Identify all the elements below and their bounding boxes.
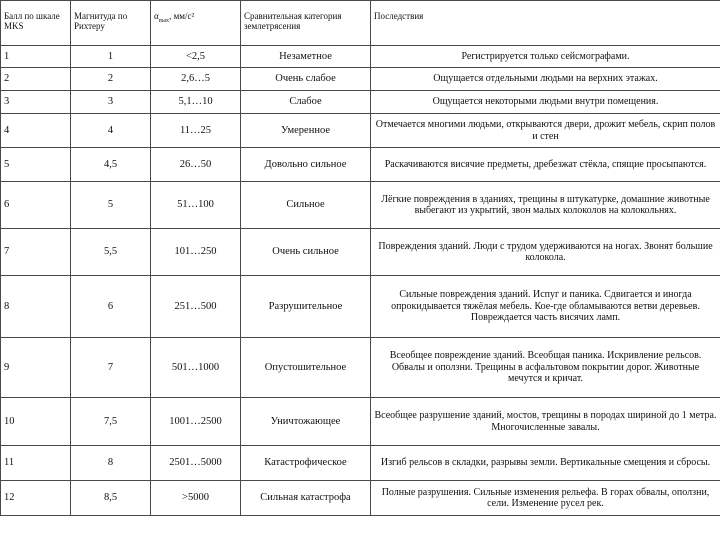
cell-magnitude: 4,5 xyxy=(71,148,151,182)
cell-score: 11 xyxy=(1,446,71,481)
cell-consequences: Повреждения зданий. Люди с трудом удерживаются на ногах. Звонят большие колокола. xyxy=(371,229,720,276)
cell-magnitude: 7,5 xyxy=(71,398,151,446)
table-header-row xyxy=(1,1,720,46)
accel-unit: , мм/с² xyxy=(169,11,195,21)
cell-category: Очень слабое xyxy=(241,68,371,91)
cell-category: Довольно сильное xyxy=(241,148,371,182)
table-row xyxy=(1,276,720,338)
header-acceleration xyxy=(151,1,241,46)
cell-magnitude: 7 xyxy=(71,338,151,398)
table-row xyxy=(1,446,720,481)
table-row xyxy=(1,68,720,91)
cell-category: Катастрофическое xyxy=(241,446,371,481)
cell-consequences: Всеобщее повреждение зданий. Всеобщая паника. Искривление рельсов. Обвалы и оползни. Трещины в асфальтовом покрытии дорог. Животные мечутся и кричат. xyxy=(371,338,720,398)
table-row xyxy=(1,229,720,276)
cell-category: Сильное xyxy=(241,182,371,229)
cell-acceleration: 1001…2500 xyxy=(151,398,241,446)
header-category: Сравнительная категория землетрясения xyxy=(241,1,371,46)
cell-score: 2 xyxy=(1,68,71,91)
cell-consequences: Полные разрушения. Сильные изменения рельефа. В горах обвалы, оползни, сели. Изменение русел рек. xyxy=(371,481,720,516)
cell-acceleration: 2,6…5 xyxy=(151,68,241,91)
table-row xyxy=(1,398,720,446)
cell-acceleration: 2501…5000 xyxy=(151,446,241,481)
cell-acceleration: 5,1…10 xyxy=(151,91,241,114)
cell-category: Слабое xyxy=(241,91,371,114)
cell-acceleration: 51…100 xyxy=(151,182,241,229)
table-row xyxy=(1,46,720,68)
cell-category: Очень сильное xyxy=(241,229,371,276)
cell-score: 9 xyxy=(1,338,71,398)
table-row xyxy=(1,481,720,516)
cell-score: 3 xyxy=(1,91,71,114)
cell-magnitude: 8 xyxy=(71,446,151,481)
table-row xyxy=(1,338,720,398)
cell-magnitude: 8,5 xyxy=(71,481,151,516)
cell-acceleration: 501…1000 xyxy=(151,338,241,398)
cell-acceleration: 26…50 xyxy=(151,148,241,182)
cell-category: Разрушительное xyxy=(241,276,371,338)
cell-consequences: Ощущается некоторыми людьми внутри помещения. xyxy=(371,91,720,114)
cell-consequences: Сильные повреждения зданий. Испуг и паника. Сдвигается и иногда опрокидывается тяжёлая мебель. Кое-где обламываются ветви деревьев. Повреждается часть висячих ламп. xyxy=(371,276,720,338)
table-row xyxy=(1,182,720,229)
cell-score: 12 xyxy=(1,481,71,516)
cell-magnitude: 2 xyxy=(71,68,151,91)
cell-score: 1 xyxy=(1,46,71,68)
cell-magnitude: 5 xyxy=(71,182,151,229)
cell-consequences: Регистрируется только сейсмографами. xyxy=(371,46,720,68)
cell-consequences: Ощущается отдельными людьми на верхних этажах. xyxy=(371,68,720,91)
table-row xyxy=(1,114,720,148)
cell-consequences: Отмечается многими людьми, открываются двери, дрожит мебель, скрип полов и стен xyxy=(371,114,720,148)
header-magnitude: Магнитуда по Рихтеру xyxy=(71,1,151,46)
cell-consequences: Раскачиваются висячие предметы, дребезжат стёкла, спящие просыпаются. xyxy=(371,148,720,182)
cell-category: Опустошительное xyxy=(241,338,371,398)
cell-acceleration: <2,5 xyxy=(151,46,241,68)
cell-consequences: Изгиб рельсов в складки, разрывы земли. Вертикальные смещения и сбросы. xyxy=(371,446,720,481)
cell-magnitude: 1 xyxy=(71,46,151,68)
cell-score: 8 xyxy=(1,276,71,338)
cell-category: Незаметное xyxy=(241,46,371,68)
table-row xyxy=(1,148,720,182)
cell-magnitude: 5,5 xyxy=(71,229,151,276)
cell-acceleration: 251…500 xyxy=(151,276,241,338)
accel-symbol: α xyxy=(154,11,159,21)
cell-magnitude: 4 xyxy=(71,114,151,148)
header-score: Балл по шкале MKS xyxy=(1,1,71,46)
cell-category: Сильная катастрофа xyxy=(241,481,371,516)
cell-acceleration: >5000 xyxy=(151,481,241,516)
cell-category: Уничтожающее xyxy=(241,398,371,446)
cell-score: 10 xyxy=(1,398,71,446)
table-body xyxy=(1,46,720,516)
cell-acceleration: 11…25 xyxy=(151,114,241,148)
cell-acceleration: 101…250 xyxy=(151,229,241,276)
cell-magnitude: 6 xyxy=(71,276,151,338)
cell-category: Умеренное xyxy=(241,114,371,148)
table-row xyxy=(1,91,720,114)
accel-subscript: max xyxy=(158,17,170,24)
cell-consequences: Лёгкие повреждения в зданиях, трещины в штукатурке, домашние животные выбегают из укрытий, звон малых колоколов на колокольнях. xyxy=(371,182,720,229)
cell-consequences: Всеобщее разрушение зданий, мостов, трещины в породах шириной до 1 метра. Многочисленные завалы. xyxy=(371,398,720,446)
cell-score: 6 xyxy=(1,182,71,229)
header-consequences: Последствия xyxy=(371,1,720,46)
cell-score: 7 xyxy=(1,229,71,276)
cell-score: 5 xyxy=(1,148,71,182)
cell-magnitude: 3 xyxy=(71,91,151,114)
cell-score: 4 xyxy=(1,114,71,148)
